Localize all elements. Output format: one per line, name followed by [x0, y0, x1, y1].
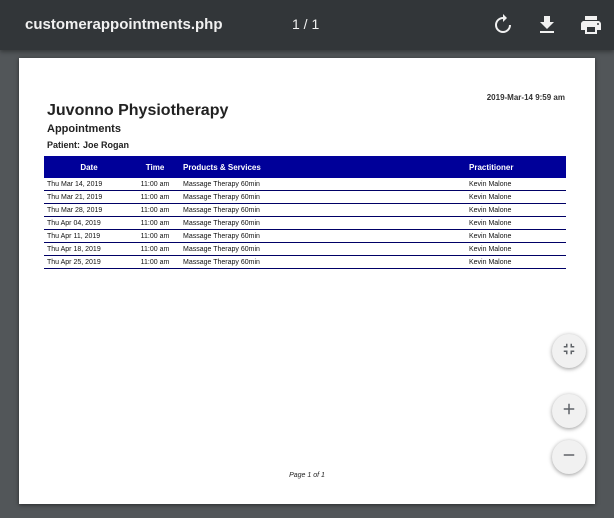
cell-practitioner: Kevin Malone	[469, 204, 566, 217]
cell-service: Massage Therapy 60min	[179, 243, 469, 256]
table-row	[44, 217, 566, 230]
zoom-in-button[interactable]	[552, 394, 586, 428]
download-icon[interactable]	[535, 13, 559, 37]
table-row	[44, 243, 566, 256]
cell-time: 11:00 am	[131, 243, 179, 256]
zoom-out-icon	[560, 446, 578, 469]
cell-date: Thu Apr 18, 2019	[44, 243, 131, 256]
cell-service: Massage Therapy 60min	[179, 230, 469, 243]
pdf-toolbar	[0, 0, 614, 50]
print-icon[interactable]	[579, 13, 603, 37]
cell-practitioner: Kevin Malone	[469, 178, 566, 191]
table-row	[44, 256, 566, 269]
report-subtitle: Appointments	[47, 123, 121, 135]
zoom-out-button[interactable]	[552, 440, 586, 474]
cell-service: Massage Therapy 60min	[179, 191, 469, 204]
cell-time: 11:00 am	[131, 230, 179, 243]
cell-time: 11:00 am	[131, 256, 179, 269]
rotate-icon[interactable]	[491, 13, 515, 37]
table-row	[44, 178, 566, 191]
pdf-page	[19, 58, 595, 504]
cell-practitioner: Kevin Malone	[469, 217, 566, 230]
cell-service: Massage Therapy 60min	[179, 256, 469, 269]
column-header-practitioner: Practitioner	[469, 156, 566, 178]
cell-date: Thu Apr 11, 2019	[44, 230, 131, 243]
cell-time: 11:00 am	[131, 204, 179, 217]
report-date: 2019-Mar-14 9:59 am	[486, 93, 565, 102]
cell-time: 11:00 am	[131, 217, 179, 230]
cell-practitioner: Kevin Malone	[469, 243, 566, 256]
cell-date: Thu Mar 14, 2019	[44, 178, 131, 191]
fit-page-icon	[560, 340, 578, 363]
column-header-date: Date	[44, 156, 131, 178]
patient-label: Patient:	[47, 140, 81, 150]
cell-practitioner: Kevin Malone	[469, 191, 566, 204]
cell-date: Thu Mar 28, 2019	[44, 204, 131, 217]
zoom-in-icon	[560, 400, 578, 423]
patient-name: Joe Rogan	[83, 140, 130, 150]
cell-service: Massage Therapy 60min	[179, 217, 469, 230]
table-row	[44, 204, 566, 217]
appointments-table	[44, 156, 566, 269]
page-footer: Page 1 of 1	[289, 472, 325, 479]
cell-practitioner: Kevin Malone	[469, 256, 566, 269]
cell-time: 11:00 am	[131, 191, 179, 204]
cell-practitioner: Kevin Malone	[469, 230, 566, 243]
table-header-row	[44, 156, 566, 178]
page-indicator: 1 / 1	[292, 16, 320, 32]
cell-date: Thu Mar 21, 2019	[44, 191, 131, 204]
fit-page-button[interactable]	[552, 334, 586, 368]
column-header-time: Time	[131, 156, 179, 178]
table-row	[44, 191, 566, 204]
cell-date: Thu Apr 25, 2019	[44, 256, 131, 269]
document-filename: customerappointments.php	[25, 16, 223, 33]
cell-time: 11:00 am	[131, 178, 179, 191]
cell-date: Thu Apr 04, 2019	[44, 217, 131, 230]
table-row	[44, 230, 566, 243]
cell-service: Massage Therapy 60min	[179, 178, 469, 191]
cell-service: Massage Therapy 60min	[179, 204, 469, 217]
column-header-services: Products & Services	[179, 156, 469, 178]
patient-line	[47, 140, 129, 150]
company-name: Juvonno Physiotherapy	[47, 102, 229, 119]
